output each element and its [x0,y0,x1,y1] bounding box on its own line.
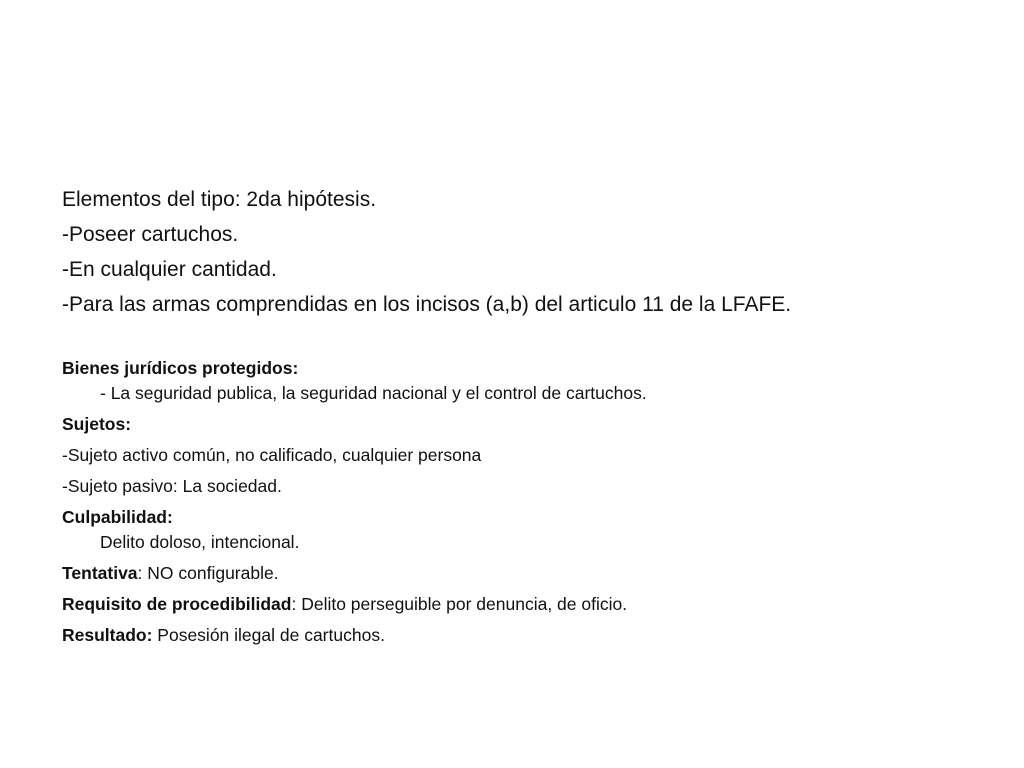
elements-block [62,182,1012,322]
resultado-text: Posesión ilegal de cartuchos. [152,625,385,645]
sujeto-pasivo: -Sujeto pasivo: La sociedad. [62,476,282,496]
requisito-row [62,592,1012,617]
culpabilidad-label: Culpabilidad: [62,507,173,527]
bienes-section [62,356,1012,406]
element-item: -Para las armas comprendidas en los incisos (a,b) del articulo 11 de la LFAFE. [62,293,792,316]
tentativa-row [62,561,1012,586]
elements-heading: Elementos del tipo: 2da hipótesis. [62,188,377,211]
requisito-text: : Delito perseguible por denuncia, de oficio. [291,594,628,614]
element-item: -En cualquier cantidad. [62,258,277,281]
resultado-row [62,623,1012,648]
sujetos-label: Sujetos: [62,414,132,434]
tentativa-text: : NO configurable. [137,563,279,583]
culpabilidad-section [62,505,1012,555]
requisito-label: Requisito de procedibilidad [62,594,292,614]
culpabilidad-text: Delito doloso, intencional. [100,532,300,552]
sujeto-activo: -Sujeto activo común, no calificado, cualquier persona [62,445,482,465]
tentativa-label: Tentativa [62,563,138,583]
resultado-label: Resultado: [62,625,153,645]
bienes-label: Bienes jurídicos protegidos: [62,358,299,378]
element-item: -Poseer cartuchos. [62,223,239,246]
sujetos-label-row [62,412,1012,437]
details-block [62,356,1012,654]
bienes-text: - La seguridad publica, la seguridad nacional y el control de cartuchos. [100,383,647,403]
